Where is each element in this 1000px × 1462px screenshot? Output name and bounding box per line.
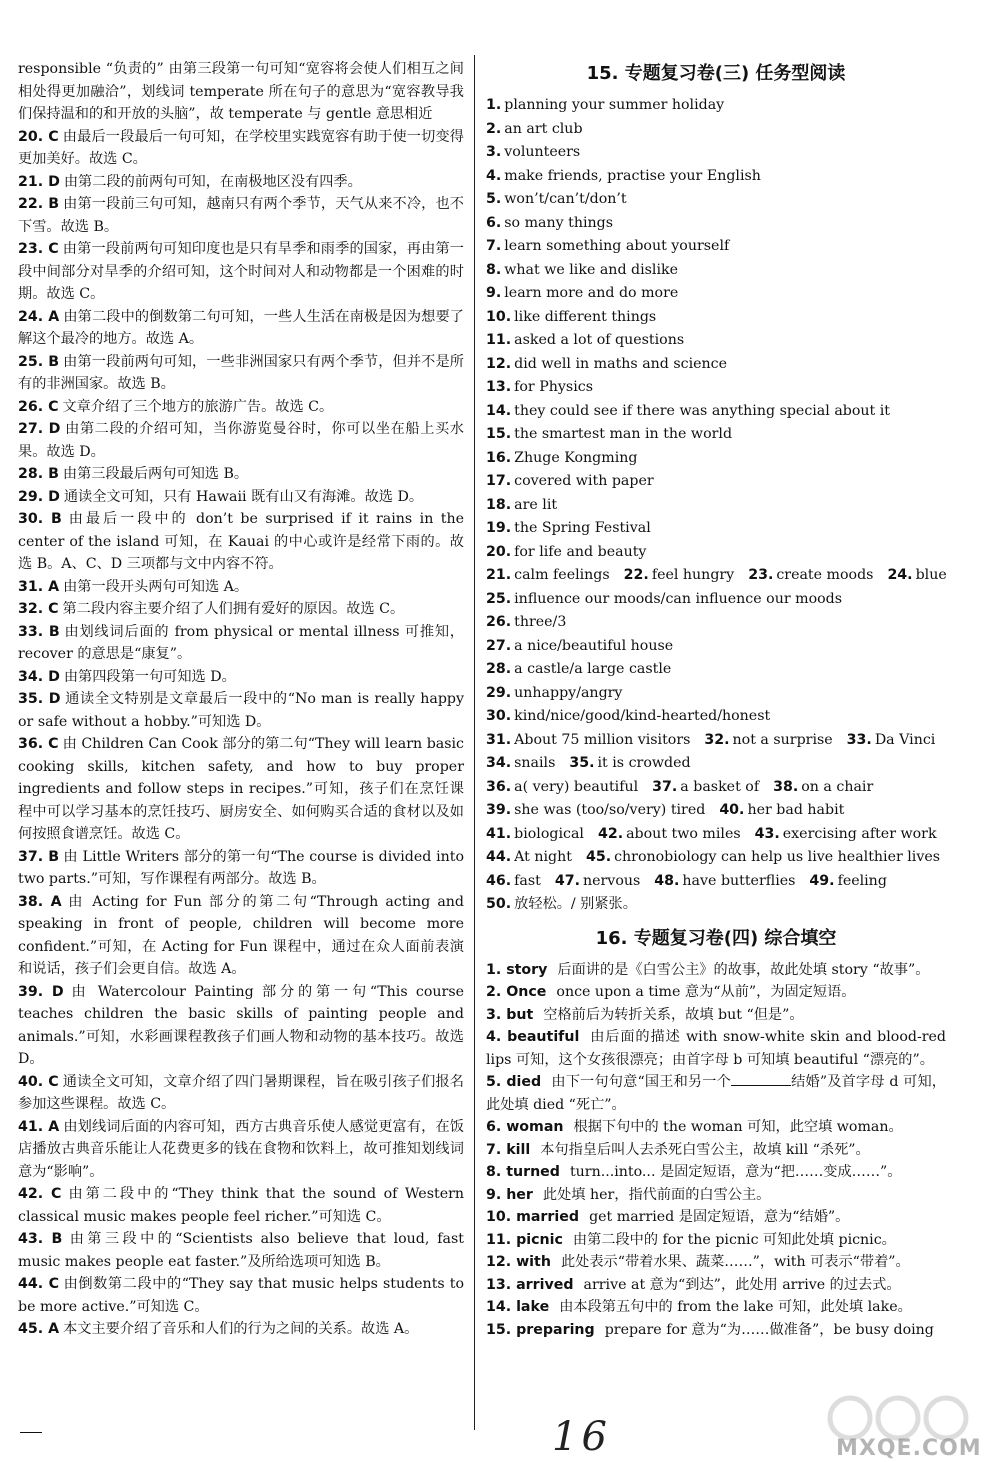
answer-line — [486, 235, 946, 259]
explanation-text: 由第二段的前两句可知，在南极地区没有四季。 — [63, 173, 362, 190]
explanation-text: 空格前后为转折关系，故填 but “但是”。 — [543, 1006, 804, 1023]
answer-text: have butterflies — [682, 872, 796, 889]
answer-explanation — [18, 508, 464, 576]
section-15-title: 15. 专题复习卷(三) 任务型阅读 — [586, 63, 846, 84]
answer-number: 2. Once — [486, 984, 547, 1000]
explanation-text: 由 Children Can Cook 部分的第二句“They will learn basic cooking skills, kitchen safety, and how to buy proper ingredients and follow steps in recipes.”可知，孩子们在烹饪课程中可以学习基本的烹饪技巧、厨房安全、如何购买合适的食材以及如何按照食谱烹饪。故选 C。 — [18, 736, 464, 842]
explanation-text: 由最后一段最后一句可知，在学校里实践宽容有助于使一切变得更加美好。故选 C。 — [18, 128, 464, 167]
fill-blank-explanation — [486, 1004, 946, 1027]
explanation-text: 本文主要介绍了音乐和人们的行为之间的关系。故选 A。 — [63, 1321, 419, 1337]
answer-number: 11. picnic — [486, 1231, 563, 1248]
column-divider — [474, 55, 475, 1430]
answer-text: calm feelings — [514, 567, 610, 583]
answer-text: learn more and do more — [504, 285, 679, 301]
answer-explanation — [18, 58, 464, 126]
answer-explanation — [18, 238, 464, 306]
explanation-text: 由倒数第二段中的“They say that music helps students to be more active.”可知选 C。 — [18, 1276, 465, 1315]
answer-text: the smartest man in the world — [514, 426, 733, 442]
explanation-text: 文章介绍了三个地方的旅游广告。故选 C。 — [62, 398, 334, 415]
answer-number: 42. — [597, 825, 624, 842]
explanation-text: 由第一段前两句可知印度也是只有旱季和雨季的国家，再由第一段中间部分对旱季的介绍可知，这个时间对人和动物都是一个困难的时期。故选 C。 — [18, 241, 464, 302]
answer-number: 27. — [486, 637, 512, 654]
explanation-text: 通读全文特别是文章最后一段中的“No man is really happy or safe without a hobby.”可知选 D。 — [18, 691, 464, 730]
answer-text: a nice/beautiful house — [514, 637, 674, 654]
answer-text: so many things — [504, 214, 614, 231]
answer-text: on a chair — [801, 778, 874, 795]
answer-number: 1. — [486, 97, 502, 113]
explanation-text: 由第二段中的“They think that the sound of Western classical music makes people feel richer.”可知选 C。 — [18, 1186, 465, 1225]
answer-explanation — [18, 1183, 464, 1228]
answer-text: learn something about yourself — [504, 238, 730, 254]
answer-number: 50. — [486, 896, 512, 912]
answer-number: 5. died — [486, 1074, 542, 1090]
explanation-text: 由 Acting for Fun 部分的第二句“Through acting and speaking in front of people, children will become more confident.”可知，在 Acting for Fun 课程中，通过在众人面前表演和说话，孩子们会更自信。故选 A。 — [18, 893, 464, 977]
answer-line — [486, 94, 946, 118]
fill-blank-explanation — [486, 1296, 946, 1319]
answer-line — [486, 470, 946, 494]
answer-line — [486, 282, 946, 306]
answer-line — [486, 611, 946, 635]
explanation-text: 由第一段前三句可知，越南只有两个季节，天气从来不冷，也不下雪。故选 B。 — [18, 196, 464, 235]
answer-line — [486, 846, 946, 870]
answer-text: About 75 million visitors — [514, 731, 691, 748]
answer-number: 43. — [754, 825, 780, 842]
answer-number: 41. — [486, 825, 512, 842]
answer-number: 25. — [486, 590, 512, 607]
answer-line — [486, 259, 946, 283]
answer-number: 21. — [486, 567, 512, 583]
answer-line — [486, 329, 946, 353]
answer-text: 放轻松。/ 别紧张。 — [514, 896, 637, 912]
answer-number: 8. — [486, 261, 502, 278]
answer-number: 3. but — [486, 1006, 534, 1023]
answer-number: 39. D — [18, 983, 64, 1000]
answer-explanation — [18, 733, 464, 846]
answer-number: 12. — [486, 355, 512, 372]
answer-line — [486, 682, 946, 706]
answer-number: 14. lake — [486, 1299, 550, 1315]
answer-number: 44. C — [18, 1276, 60, 1292]
answer-line — [486, 494, 946, 518]
answer-number: 38. — [773, 778, 799, 795]
explanation-text: 由第一段开头两句可知选 A。 — [63, 578, 249, 595]
answer-text: like different things — [514, 308, 657, 325]
answer-line — [486, 376, 946, 400]
answer-line — [486, 517, 946, 541]
answer-text: a( very) beautiful — [514, 778, 639, 795]
explanation-text: 此处填 her，指代前面的白雪公主。 — [542, 1186, 771, 1203]
answer-number: 9. her — [486, 1186, 533, 1203]
explanation-text: prepare for 意为“为……做准备”，be busy doing — [604, 1321, 934, 1338]
answer-number: 27. D — [18, 421, 61, 437]
answer-number: 30. — [486, 708, 512, 724]
answer-explanation — [18, 1273, 464, 1318]
answer-line — [486, 635, 946, 659]
answer-text: exercising after work — [782, 825, 937, 842]
answer-number: 34. — [486, 755, 512, 771]
answer-number: 31. A — [18, 578, 60, 595]
answer-text: did well in maths and science — [514, 355, 728, 372]
answer-line — [486, 823, 946, 847]
explanation-text: 本句指皇后叫人去杀死白雪公主，故填 kill “杀死”。 — [540, 1141, 870, 1158]
answer-number: 45. — [585, 849, 612, 865]
answer-number: 14. — [486, 402, 512, 419]
answer-text: three/3 — [514, 614, 567, 630]
answer-text: planning your summer holiday — [504, 97, 725, 113]
answer-explanation — [18, 891, 464, 981]
answer-number: 3. — [486, 144, 502, 160]
fill-blank-explanation — [486, 1139, 946, 1162]
answer-text: Zhuge Kongming — [514, 449, 638, 466]
fill-blank-explanation — [486, 1116, 946, 1139]
answer-line — [486, 776, 946, 800]
answer-number: 31. — [486, 731, 512, 748]
answer-explanation — [18, 351, 464, 396]
explanation-text: 由划线词后面的内容可知，西方古典音乐使人感觉更富有，在饭店播放古典音乐能让人花费更多的钱在食物和饮料上，故可推知划线词意为“影响”。 — [18, 1118, 464, 1180]
explanation-text: 通读全文可知，只有 Hawaii 既有山又有海滩。故选 D。 — [63, 488, 424, 505]
explanation-text: 由本段第五句中的 from the lake 可知，此处填 lake。 — [559, 1299, 912, 1315]
answer-number: 36. — [486, 778, 512, 795]
explanation-text: 第二段内容主要介绍了人们拥有爱好的原因。故选 C。 — [62, 601, 405, 617]
answer-number: 17. — [486, 473, 512, 489]
explanation-text: 由第二段中的 for the picnic 可知此处填 picnic。 — [572, 1231, 896, 1248]
answer-line — [486, 212, 946, 236]
answer-text: are lit — [514, 496, 558, 513]
answer-number: 22. — [623, 567, 649, 583]
explanation-text: 由后面的描述 with snow-white skin and blood-red lips 可知，这个女孩很漂亮；由首字母 b 可知填 beautiful “漂亮的”。 — [486, 1029, 947, 1068]
blank-line — [731, 1073, 791, 1086]
explanation-text: get married 是固定短语，意为“结婚”。 — [589, 1209, 850, 1225]
fill-blank-explanation — [486, 981, 946, 1004]
answer-number: 41. A — [18, 1118, 60, 1135]
answer-explanation — [18, 418, 464, 463]
answer-text: chronobiology can help us live healthier lives — [614, 849, 941, 865]
answer-line — [486, 541, 946, 565]
answer-number: 34. D — [18, 668, 60, 685]
answer-text: blue — [915, 567, 947, 583]
answer-text: snails — [514, 755, 556, 771]
answer-number: 46. — [486, 872, 512, 889]
answer-line — [486, 306, 946, 330]
fill-blank-explanation — [486, 1026, 946, 1071]
answer-number: 29. — [486, 684, 512, 701]
explanation-text: 结婚”及首字母 d 可知，此处填 died “死亡”。 — [486, 1074, 946, 1113]
answer-explanation — [18, 1228, 464, 1273]
answer-number: 22. B — [18, 196, 60, 212]
answer-line — [486, 799, 946, 823]
answer-explanation — [18, 666, 464, 689]
answer-explanation — [18, 598, 464, 621]
answer-number: 10. married — [486, 1209, 580, 1225]
section-15-answers — [486, 94, 946, 917]
answer-line — [486, 188, 946, 212]
answer-number: 12. with — [486, 1254, 551, 1270]
answer-number: 35. D — [18, 691, 61, 707]
answer-explanation — [18, 486, 464, 509]
answer-line — [486, 705, 946, 729]
watermark-text: MXQE.COM — [836, 1436, 982, 1461]
explanation-text: 由第三段中的“Scientists also believe that loud, fast music makes people eat faster.”及所给选项可知选 B。 — [18, 1231, 464, 1270]
answer-text: feel hungry — [651, 567, 735, 583]
answer-line — [486, 893, 946, 917]
answer-explanation — [18, 1318, 464, 1341]
answer-number: 10. — [486, 308, 512, 325]
answer-line — [486, 141, 946, 165]
answer-line — [486, 400, 946, 424]
answer-line — [486, 658, 946, 682]
fill-blank-explanation — [486, 1161, 946, 1184]
answer-number: 23. C — [18, 241, 59, 257]
answer-text: biological — [514, 825, 584, 842]
answer-line — [486, 729, 946, 753]
answer-number: 44. — [486, 849, 512, 865]
answer-text: influence our moods/can influence our moods — [514, 590, 843, 607]
answer-text: kind/nice/good/kind-hearted/honest — [514, 708, 771, 724]
fill-blank-explanation — [486, 1071, 946, 1116]
answer-explanation — [18, 1071, 464, 1116]
answer-explanation — [18, 463, 464, 486]
answer-explanation — [18, 621, 464, 666]
answer-number: 4. beautiful — [486, 1029, 580, 1045]
answer-number: 28. B — [18, 466, 59, 482]
answer-text: not a surprise — [732, 731, 833, 748]
answer-text: for life and beauty — [514, 543, 647, 560]
answer-number: 24. — [887, 567, 913, 583]
explanation-text: 后面讲的是《白雪公主》的故事，故此处填 story “故事”。 — [557, 961, 930, 978]
answer-number: 26. C — [18, 398, 59, 415]
left-column — [18, 58, 464, 1341]
answer-line — [486, 165, 946, 189]
answer-text: won’t/can’t/don’t — [504, 191, 627, 207]
answer-text: her bad habit — [747, 802, 845, 818]
answer-number: 40. — [719, 802, 745, 818]
answer-text: an art club — [504, 120, 583, 137]
answer-number: 6. — [486, 214, 502, 231]
explanation-text: turn...into... 是固定短语，意为“把……变成……”。 — [569, 1164, 902, 1180]
explanation-text: 根据下句中的 the woman 可知，此空填 woman。 — [573, 1119, 903, 1135]
answer-text: what we like and dislike — [504, 261, 679, 278]
answer-number: 29. D — [18, 488, 60, 505]
explanation-text: 由下一句句意“国王和另一个 — [551, 1074, 731, 1090]
answer-text: feeling — [837, 872, 887, 889]
answer-explanation — [18, 1116, 464, 1184]
answer-number: 7. — [486, 238, 502, 254]
answer-number: 35. — [569, 755, 595, 771]
answer-number: 20. — [486, 543, 512, 560]
answer-text: they could see if there was anything special about it — [514, 402, 890, 419]
answer-text: covered with paper — [514, 473, 654, 489]
answer-number: 4. — [486, 167, 502, 184]
answer-explanation — [18, 126, 464, 171]
answer-number: 9. — [486, 285, 502, 301]
answer-number: 21. D — [18, 173, 60, 190]
fill-blank-explanation — [486, 959, 946, 982]
answer-number: 37. — [652, 778, 678, 795]
answer-number: 19. — [486, 520, 512, 536]
fill-blank-explanation — [486, 1319, 946, 1342]
answer-number: 38. A — [18, 893, 62, 910]
answer-number: 49. — [809, 872, 835, 889]
footer-rule — [20, 1432, 42, 1433]
explanation-text: 由第一段前两句可知，一些非洲国家只有两个季节，但并不是所有的非洲国家。故选 B。 — [18, 353, 464, 392]
answer-line — [486, 118, 946, 142]
answer-number: 7. kill — [486, 1141, 531, 1158]
answer-number: 25. B — [18, 353, 60, 370]
explanation-text: 通读全文可知，文章介绍了四门暑期课程，旨在吸引孩子们报名参加这些课程。故选 C。 — [18, 1073, 464, 1112]
explanation-text: 由最后一段中的 don’t be surprised if it rains in the center of the island 可知，在 Kauai 的中心或许是经常下雨的。故选 B。A、C、D 三项都与文中内容不符。 — [18, 511, 465, 572]
explanation-text: 由划线词后面的 from physical or mental illness 可推知，recover 的意思是“康复”。 — [18, 623, 464, 662]
answer-number: 32. — [704, 731, 730, 748]
answer-text: it is crowded — [597, 755, 691, 771]
answer-number: 28. — [486, 661, 512, 677]
section-16-answers — [486, 959, 946, 1342]
answer-explanation — [18, 171, 464, 194]
answer-explanation — [18, 306, 464, 351]
explanation-text: 由 Watercolour Painting 部分的第一句“This course teaches children the basic skills of painting people and animals.”可知，水彩画课程教孩子们画人物和动物的基本技巧。故选 D。 — [18, 983, 464, 1067]
answer-explanation — [18, 396, 464, 419]
fill-blank-explanation — [486, 1274, 946, 1297]
answer-number: 30. B — [18, 511, 62, 527]
answer-number: 18. — [486, 496, 512, 513]
fill-blank-explanation — [486, 1251, 946, 1274]
answer-number: 15. — [486, 426, 512, 442]
answer-text: a castle/a large castle — [514, 661, 672, 677]
explanation-text: 由第三段最后两句可知选 B。 — [62, 466, 249, 482]
explanation-text: 由第二段中的倒数第二句可知，一些人生活在南极是因为想要了解这个最冷的地方。故选 A。 — [18, 308, 464, 347]
answer-explanation — [18, 688, 464, 733]
explanation-text: responsible “负责的” 由第三段第一句可知“宽容将会使人们相互之间相处得更加融洽”，划线词 temperate 所在句子的意思为“宽容教导我们保持温和的和开放的头脑”，故 temperate 与 gentle 意思相近 — [18, 61, 464, 122]
answer-number: 48. — [654, 872, 680, 889]
explanation-text: 由第四段第一句可知选 D。 — [63, 668, 236, 685]
answer-number: 2. — [486, 120, 502, 137]
section-16-title: 16. 专题复习卷(四) 综合填空 — [595, 927, 837, 949]
answer-line — [486, 870, 946, 894]
answer-number: 13. — [486, 379, 512, 395]
answer-number: 47. — [554, 872, 580, 889]
answer-number: 13. arrived — [486, 1276, 574, 1293]
answer-text: make friends, practise your English — [504, 167, 761, 184]
answer-text: fast — [514, 872, 541, 889]
answer-text: nervous — [582, 872, 641, 889]
answer-explanation — [18, 193, 464, 238]
answer-number: 24. A — [18, 308, 60, 325]
explanation-text: 由第二段的介绍可知，当你游览曼谷时，你可以坐在船上买水果。故选 D。 — [18, 421, 464, 460]
answer-explanation — [18, 846, 464, 891]
answer-line — [486, 423, 946, 447]
answer-line — [486, 588, 946, 612]
answer-number: 6. woman — [486, 1119, 564, 1135]
answer-number: 26. — [486, 614, 512, 630]
answer-text: unhappy/angry — [514, 684, 623, 701]
explanation-text: arrive at 意为“到达”，此处用 arrive 的过去式。 — [583, 1276, 901, 1293]
answer-explanation — [18, 981, 464, 1071]
answer-line — [486, 447, 946, 471]
answer-text: a basket of — [680, 778, 760, 795]
answer-explanation — [18, 576, 464, 599]
answer-number: 40. C — [18, 1073, 59, 1090]
answer-line — [486, 752, 946, 776]
right-column — [486, 58, 946, 1341]
answer-text: volunteers — [504, 144, 581, 160]
answer-text: she was (too/so/very) tired — [514, 802, 706, 818]
fill-blank-explanation — [486, 1184, 946, 1207]
answer-number: 36. C — [18, 736, 59, 752]
answer-number: 42. C — [18, 1186, 62, 1202]
page-number: 16 — [552, 1414, 611, 1460]
fill-blank-explanation — [486, 1229, 946, 1252]
fill-blank-explanation — [486, 1206, 946, 1229]
answer-number: 33. B — [18, 623, 60, 640]
answer-number: 39. — [486, 802, 512, 818]
answer-number: 37. B — [18, 848, 60, 865]
answer-text: about two miles — [626, 825, 741, 842]
explanation-text: 由 Little Writers 部分的第一句“The course is divided into two parts.”可知，写作课程有两部分。故选 B。 — [18, 848, 464, 887]
answer-number: 1. story — [486, 961, 548, 978]
answer-number: 23. — [748, 567, 774, 583]
answer-text: asked a lot of questions — [514, 332, 685, 348]
answer-text: Da Vinci — [874, 731, 936, 748]
answer-line — [486, 353, 946, 377]
answer-number: 32. C — [18, 601, 59, 617]
answer-number: 15. preparing — [486, 1321, 595, 1338]
answer-number: 11. — [486, 332, 512, 348]
answer-text: the Spring Festival — [514, 520, 651, 536]
explanation-text: 此处表示“带着水果、蔬菜……”，with 可表示“带着”。 — [560, 1254, 910, 1270]
answer-number: 45. A — [18, 1321, 60, 1337]
answer-number: 8. turned — [486, 1164, 560, 1180]
answer-number: 16. — [486, 449, 512, 466]
answer-text: At night — [514, 849, 572, 865]
answer-number: 5. — [486, 191, 502, 207]
explanation-text: once upon a time 意为“从前”，为固定短语。 — [556, 984, 856, 1000]
answer-text: for Physics — [514, 379, 593, 395]
answer-number: 20. C — [18, 128, 59, 145]
answer-text: create moods — [776, 567, 874, 583]
answer-number: 33. — [846, 731, 872, 748]
answer-number: 43. B — [18, 1231, 63, 1247]
answer-line — [486, 564, 946, 588]
